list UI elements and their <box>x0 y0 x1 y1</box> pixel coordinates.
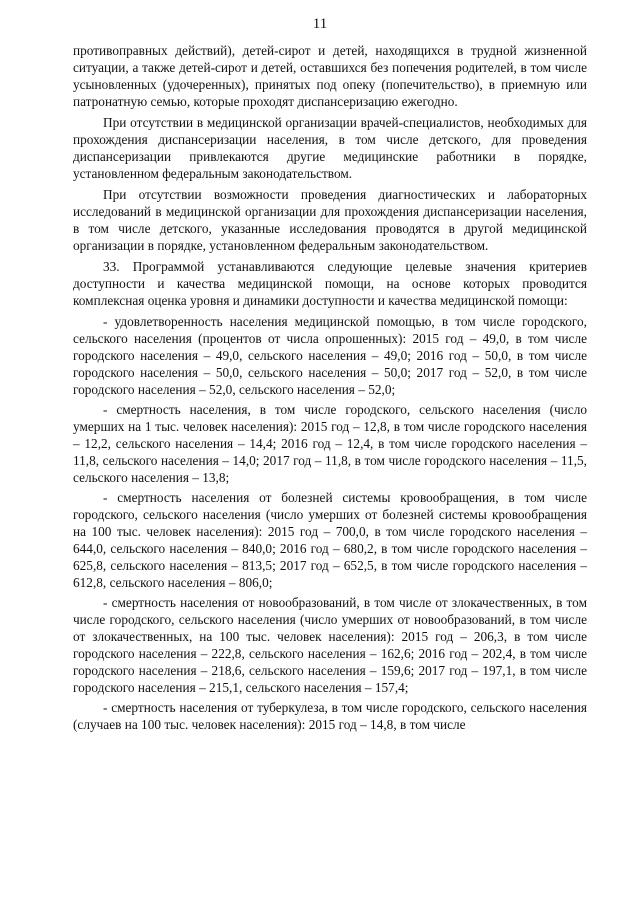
criterion-mortality-neoplasms: - смертность населения от новообразований, в том числе от злокачественных, в том числе городского, сельского населения (число умерших от новообразований, в том числе от злокачественных, на 100 тыс. человек населения): 2015 год – 206,3, в том числе городского населения – 222,8, сельского населения – 162,6; 2016 год – 202,4, в том числе городского населения – 218,6, сельского населения – 159,6; 2017 год – 197,1, в том числе городского населения – 215,1, сельского населения – 157,4; <box>73 595 587 695</box>
paragraph-section-33: 33. Программой устанавливаются следующие целевые значения критериев доступности и качества медицинской помощи, на основе которых проводится комплексная оценка уровня и динамики доступности и качества медицинской помощи: <box>73 259 587 308</box>
page-number: 11 <box>312 16 328 32</box>
criterion-mortality-circulatory: - смертность населения от болезней системы кровообращения, в том числе городского, сельского населения (число умерших от болезней системы кровообращения на 100 тыс. человек населения): 2015 год – 700,0, в том числе городского населения – 644,0, сельского населения – 840,0; 2016 год – 680,2, в том числе городского населения – 625,8, сельского населения – 813,5; 2017 год – 652,5, в том числе городского населения – 612,8, сельского населения – 806,0; <box>73 490 587 590</box>
criterion-mortality-total: - смертность населения, в том числе городского, сельского населения (число умерших на 1 тыс. человек населения): 2015 год – 12,8, в том числе городского населения – 12,2, сельского населения – 14,4; 2016 год – 12,4, в том числе городского населения – 11,8, сельского населения – 14,0; 2017 год – 11,8, в том числе городского населения – 11,5, сельского населения – 13,8; <box>73 402 587 485</box>
criterion-satisfaction: - удовлетворенность населения медицинской помощью, в том числе городского, сельского населения (процентов от числа опрошенных): 2015 год – 49,0, в том числе городского населения – 49,0, сельского населения – 49,0; 2016 год – 50,0, в том числе городского населения – 50,0, сельского населения – 50,0; 2017 год – 52,0, в том числе городского населения – 52,0, сельского населения – 52,0; <box>73 314 587 397</box>
paragraph-lab-research-absence: При отсутствии возможности проведения диагностических и лабораторных исследований в медицинской организации для прохождения диспансеризации населения, в том числе детского, указанные исследования проводятся в другой медицинской организации в порядке, установленном федеральным законодательством. <box>73 187 587 253</box>
document-body <box>73 42 587 736</box>
paragraph-continuation: противоправных действий), детей-сирот и детей, находящихся в трудной жизненной ситуации, а также детей-сирот и детей, оставшихся без попечения родителей, в том числе усыновленных (удочеренных), принятых под опеку (попечительство), в приемную или патронатную семью, которые проходят диспансеризацию ежегодно. <box>73 43 587 109</box>
criterion-mortality-tuberculosis: - смертность населения от туберкулеза, в том числе городского, сельского населения (случаев на 100 тыс. человек населения): 2015 год – 14,8, в том числе <box>73 700 587 732</box>
paragraph-specialists-absence: При отсутствии в медицинской организации врачей-специалистов, необходимых для прохождения диспансеризации населения, в том числе детского, для проведения диспансеризации привлекаются другие медицинские работники в порядке, установленном федеральным законодательством. <box>73 115 587 181</box>
